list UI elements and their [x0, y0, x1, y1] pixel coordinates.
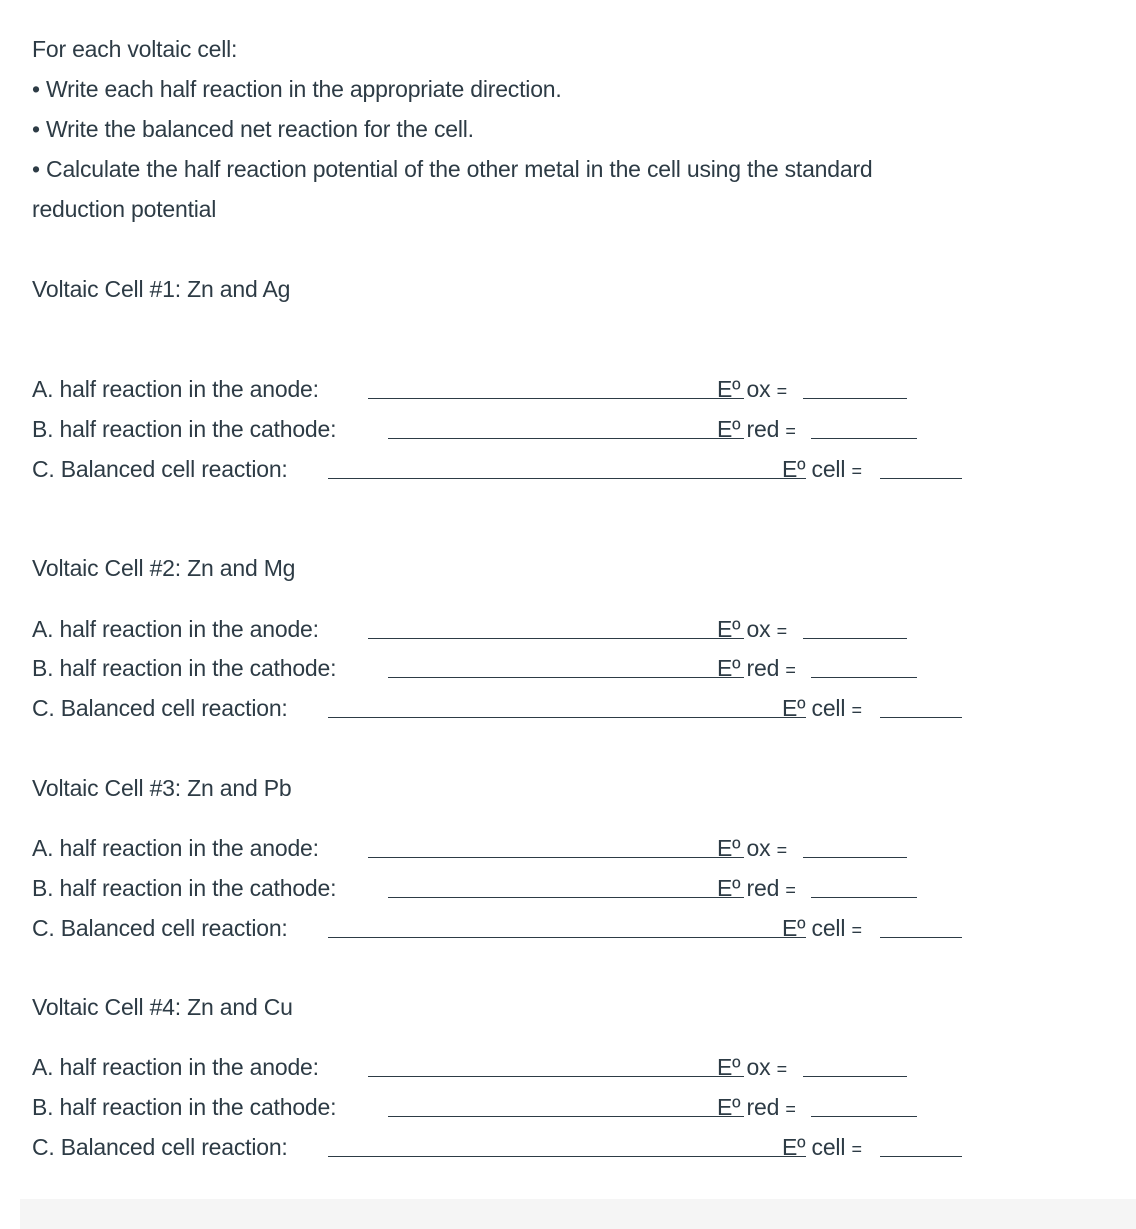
eox-label: Eº ox =	[717, 1054, 787, 1080]
cell-reaction-blank	[328, 478, 806, 479]
cell-4-title: Voltaic Cell #4: Zn and Cu	[32, 994, 293, 1020]
page-bottom-bar	[20, 1199, 1136, 1229]
instruction-3: • Calculate the half reaction potential of the other metal in the cell using the standard	[32, 155, 873, 183]
cathode-blank	[388, 897, 744, 898]
ecell-label: Eº cell =	[782, 1134, 862, 1160]
intro-heading: For each voltaic cell:	[32, 36, 238, 62]
eox-blank	[803, 857, 907, 858]
cell-reaction-label: C. Balanced cell reaction:	[32, 915, 288, 941]
cell-reaction-label: C. Balanced cell reaction:	[32, 456, 288, 482]
eox-label: Eº ox =	[717, 376, 787, 402]
cell-2-title: Voltaic Cell #2: Zn and Mg	[32, 555, 296, 581]
ered-blank	[811, 897, 917, 898]
ecell-label: Eº cell =	[782, 915, 862, 941]
ered-label: Eº red =	[717, 1094, 796, 1120]
anode-blank	[368, 638, 744, 639]
instruction-2: • Write the balanced net reaction for the cell.	[32, 115, 474, 143]
eox-label: Eº ox =	[717, 616, 787, 642]
eox-blank	[803, 638, 907, 639]
anode-label: A. half reaction in the anode:	[32, 376, 319, 402]
cathode-label: B. half reaction in the cathode:	[32, 655, 337, 681]
ecell-blank	[880, 1156, 962, 1157]
ecell-label: Eº cell =	[782, 695, 862, 721]
ered-blank	[811, 1116, 917, 1117]
ered-label: Eº red =	[717, 416, 796, 442]
ered-label: Eº red =	[717, 655, 796, 681]
cell-reaction-blank	[328, 717, 806, 718]
ered-blank	[811, 677, 917, 678]
cell-1-title: Voltaic Cell #1: Zn and Ag	[32, 276, 291, 302]
cathode-label: B. half reaction in the cathode:	[32, 1094, 337, 1120]
cell-reaction-label: C. Balanced cell reaction:	[32, 695, 288, 721]
eox-blank	[803, 1076, 907, 1077]
ered-blank	[811, 438, 917, 439]
anode-blank	[368, 857, 744, 858]
cell-reaction-label: C. Balanced cell reaction:	[32, 1134, 288, 1160]
instruction-3-continued: reduction potential	[32, 196, 217, 222]
cathode-blank	[388, 1116, 744, 1117]
cell-reaction-blank	[328, 1156, 806, 1157]
anode-label: A. half reaction in the anode:	[32, 835, 319, 861]
ecell-blank	[880, 717, 962, 718]
cathode-label: B. half reaction in the cathode:	[32, 875, 337, 901]
instruction-1: • Write each half reaction in the appropriate direction.	[32, 75, 562, 103]
cell-3-title: Voltaic Cell #3: Zn and Pb	[32, 775, 292, 801]
ered-label: Eº red =	[717, 875, 796, 901]
cell-reaction-blank	[328, 937, 806, 938]
cathode-blank	[388, 438, 744, 439]
eox-label: Eº ox =	[717, 835, 787, 861]
cathode-label: B. half reaction in the cathode:	[32, 416, 337, 442]
anode-label: A. half reaction in the anode:	[32, 616, 319, 642]
cathode-blank	[388, 677, 744, 678]
anode-blank	[368, 398, 744, 399]
anode-blank	[368, 1076, 744, 1077]
eox-blank	[803, 398, 907, 399]
anode-label: A. half reaction in the anode:	[32, 1054, 319, 1080]
ecell-blank	[880, 478, 962, 479]
ecell-label: Eº cell =	[782, 456, 862, 482]
ecell-blank	[880, 937, 962, 938]
